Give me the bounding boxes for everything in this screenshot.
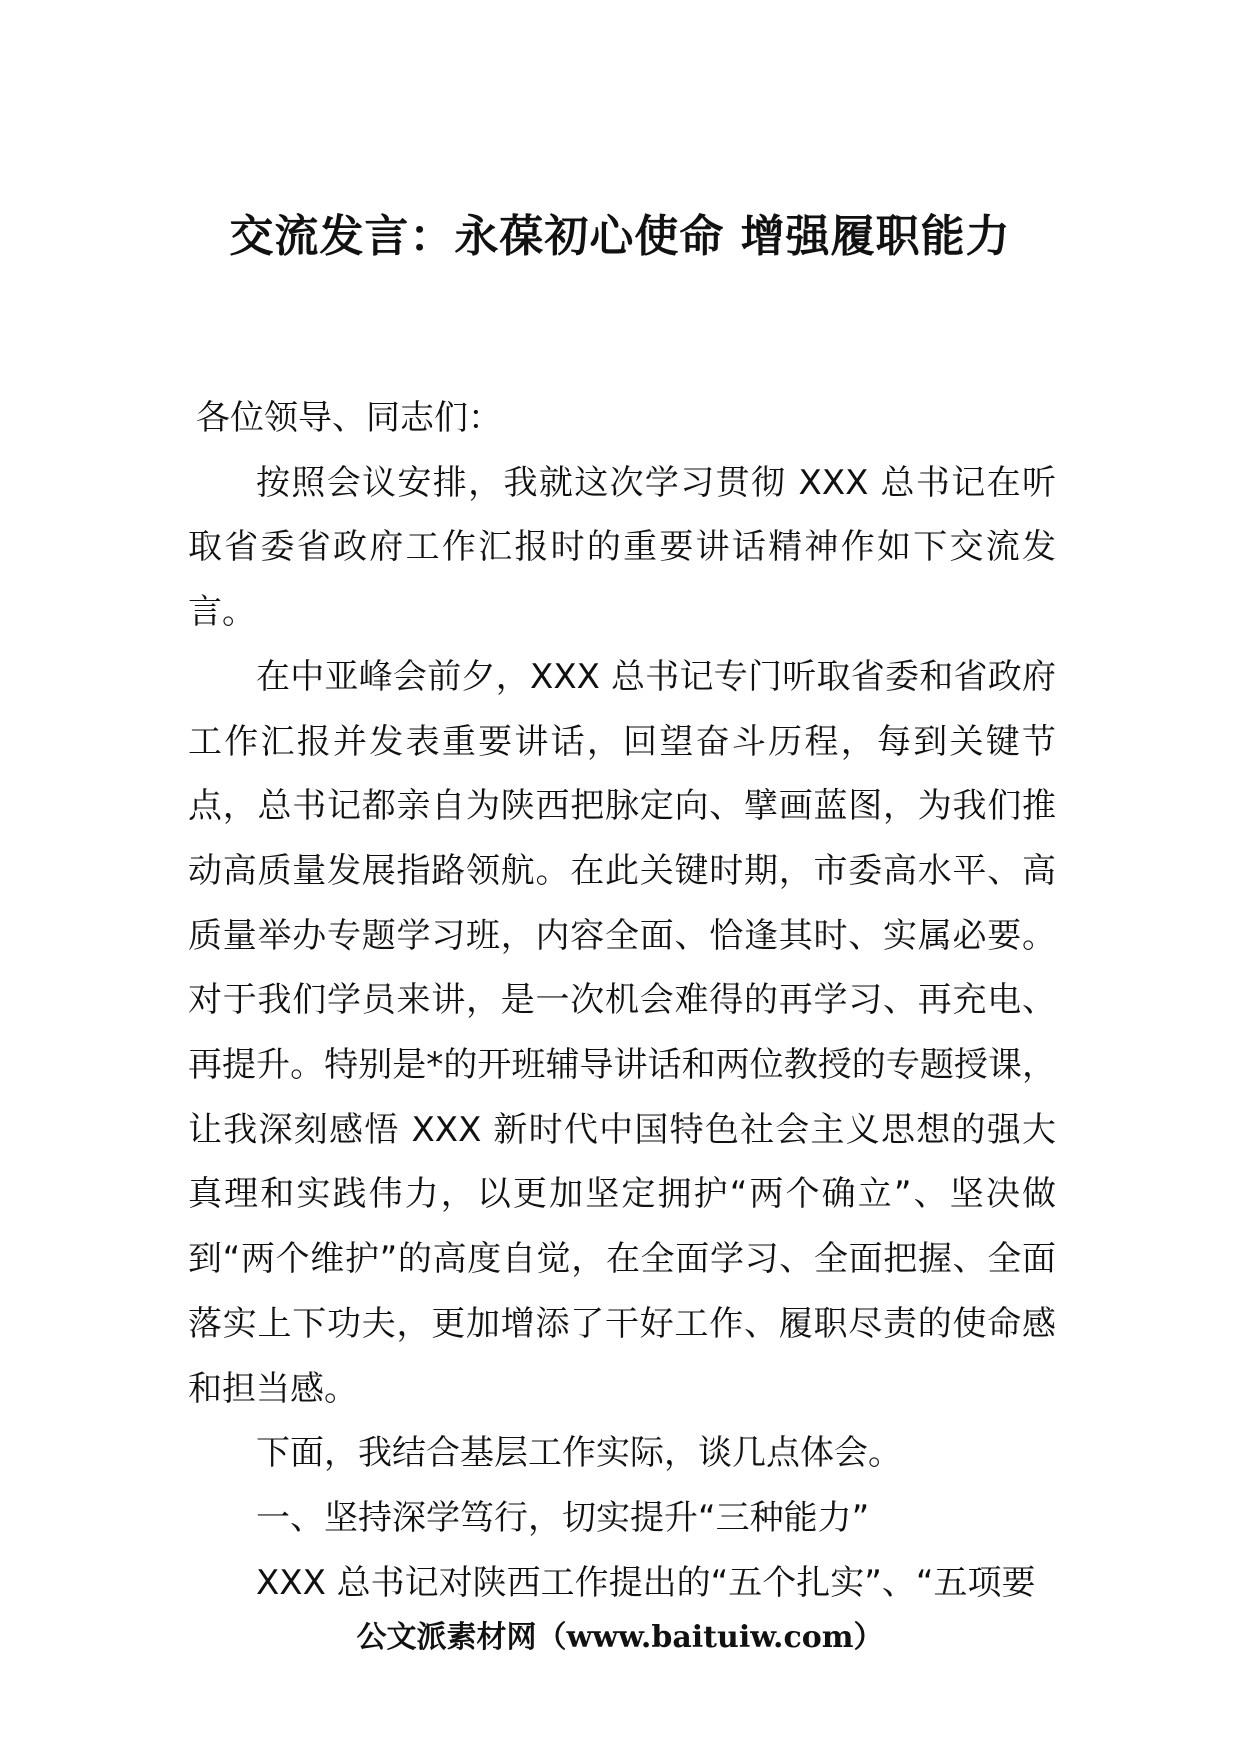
paragraph-section-1: XXX 总书记对陕西工作提出的“五个扎实”、“五项要 — [256, 1562, 1036, 1603]
footer-watermark: 公文派素材网（www.baituiw.com） — [356, 1620, 884, 1655]
section-heading-1: 一、坚持深学笃行，切实提升“三种能力” — [256, 1497, 870, 1538]
paragraph-intro: 按照会议安排，我就这次学习贯彻 XXX 总书记在听取省委省政府工作汇报时的重要讲话精神作如下交流发言。 — [188, 462, 1056, 633]
paragraph-transition: 下面，我结合基层工作实际，谈几点体会。 — [256, 1433, 902, 1474]
document-title: 交流发言：永葆初心使命 增强履职能力 — [229, 211, 1011, 262]
paragraph-main: 在中亚峰会前夕，XXX 总书记专门听取省委和省政府工作汇报并发表重要讲话，回望奋斗历程，每到关键节点，总书记都亲自为陕西把脉定向、擘画蓝图，为我们推动高质量发展指路领航。在此关键时期，市委高水平、高质量举办专题学习班，内容全面、恰逢其时、实属必要。对于我们学员来讲，是一次机会难得的再学习、再充电、再提升。特别是*的开班辅导讲话和两位教授的专题授课，让我深刻感悟 XXX 新时代中国特色社会主义思想的强大真理和实践伟力，以更加坚定拥护“两个确立”、坚决做到“两个维护”的高度自觉，在全面学习、全面把握、全面落实上下功夫，更加增添了干好工作、履职尽责的使命感和担当感。 — [188, 656, 1056, 1409]
salutation: 各位领导、同志们： — [196, 398, 502, 438]
document-body — [188, 386, 1056, 1615]
